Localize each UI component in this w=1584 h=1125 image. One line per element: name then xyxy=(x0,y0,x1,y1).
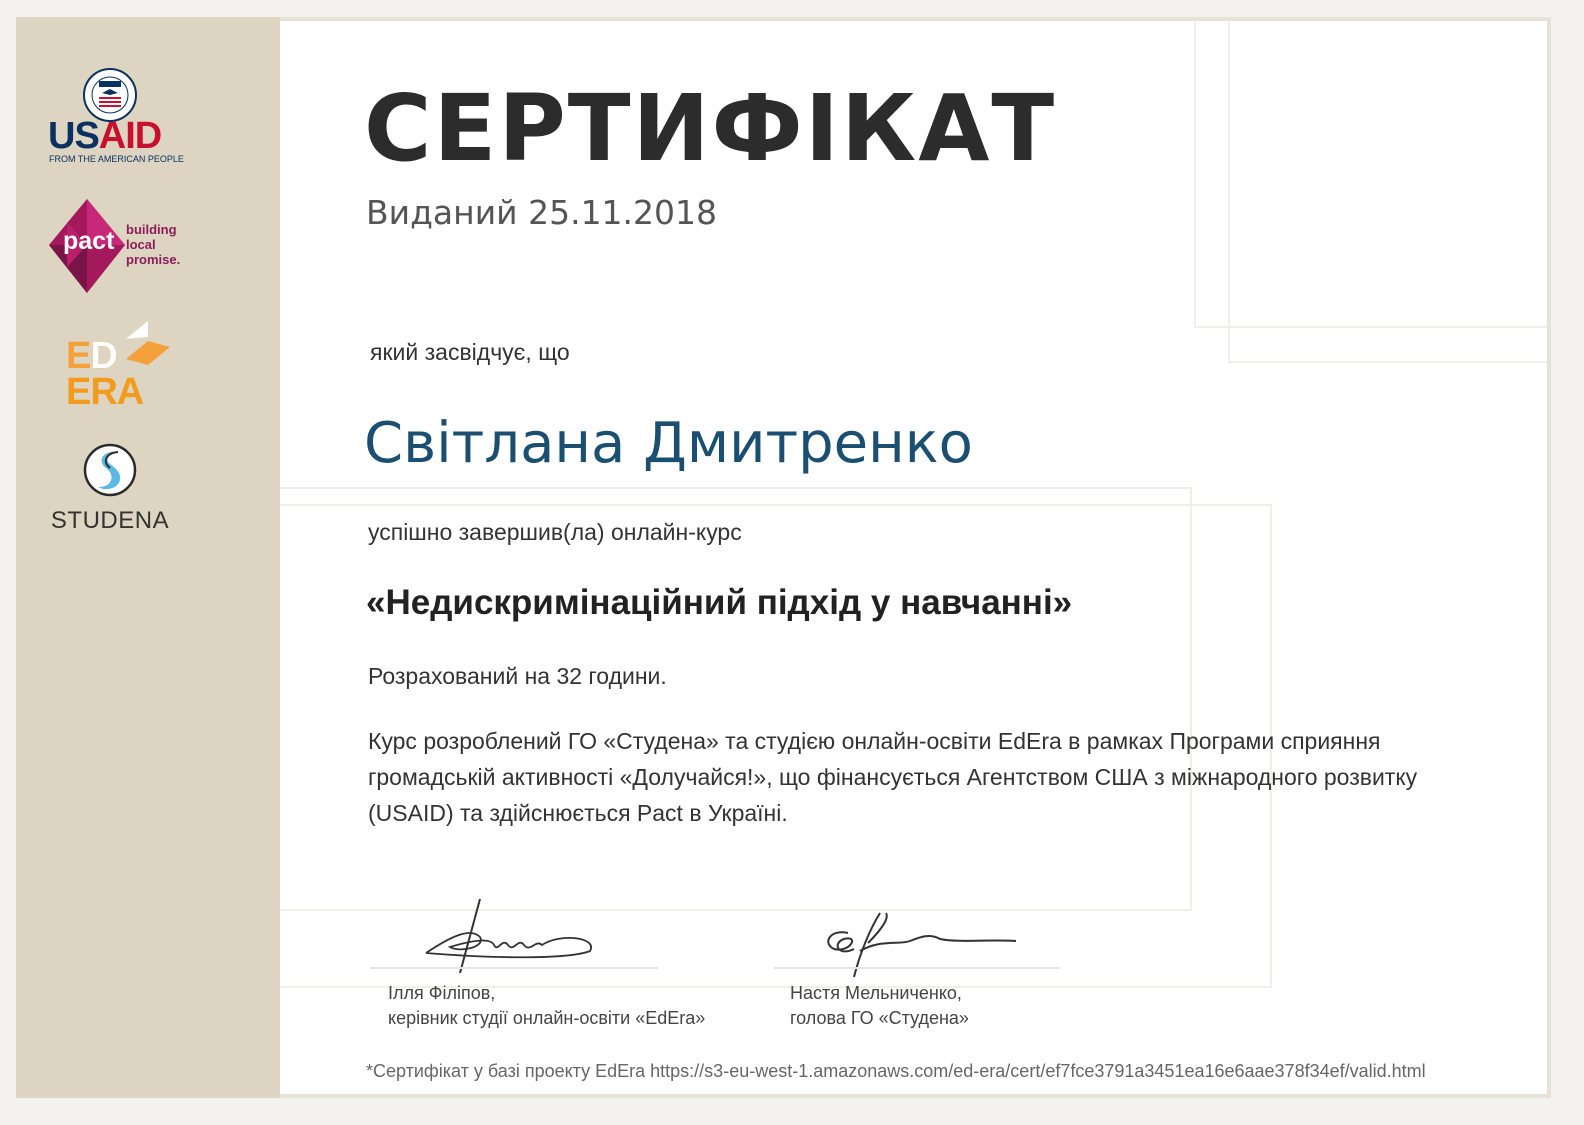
recipient-name: Світлана Дмитренко xyxy=(364,411,973,476)
usaid-tagline: FROM THE AMERICAN PEOPLE xyxy=(49,154,184,164)
certificate-sheet xyxy=(280,21,1547,1094)
studena-logo-icon xyxy=(82,442,138,498)
signer-name: Ілля Філіпов, xyxy=(388,983,496,1003)
course-hours: Розрахований на 32 години. xyxy=(368,663,667,689)
pact-tagline: building local promise. xyxy=(126,222,181,267)
signer-name: Настя Мельниченко, xyxy=(790,983,962,1003)
completed-text: успішно завершив(ла) онлайн-курс xyxy=(368,519,742,545)
course-title: «Недискримінаційний підхід у навчанні» xyxy=(366,583,1073,622)
verification-footnote: *Сертифікат у базі проекту EdEra https://s3-eu-west-1.amazonaws.com/ed-era/cert/ef7fce3791a3451ea16e6aae378f34ef/valid.html xyxy=(366,1061,1426,1081)
signature-line xyxy=(370,967,658,969)
pact-wordmark: pact xyxy=(63,227,115,255)
edera-wordmark-top: ED xyxy=(66,335,117,377)
signature-image xyxy=(420,897,600,977)
certificate-frame xyxy=(16,17,1551,1098)
signer-2 xyxy=(790,981,969,1031)
signer-role: голова ГО «Студена» xyxy=(790,1008,969,1028)
certifies-text: який засвідчує, що xyxy=(370,339,570,365)
decorative-frame xyxy=(1228,21,1547,363)
certificate-title: СЕРТИФІКАТ xyxy=(364,75,1057,182)
signer-1 xyxy=(388,981,705,1031)
edera-wordmark-bottom: ERA xyxy=(66,371,144,413)
signature-line xyxy=(774,967,1060,969)
logo-sidebar xyxy=(16,17,280,1098)
usaid-wordmark: USAID xyxy=(48,115,162,157)
studena-wordmark: STUDENA xyxy=(50,507,170,534)
signature-image xyxy=(820,909,1020,981)
issue-date: Виданий 25.11.2018 xyxy=(366,193,718,232)
course-description: Курс розроблений ГО «Студена» та студією онлайн-освіти EdEra в рамках Програми сприяння громадській активності «Долучайся!», що фінансується Агентством США з міжнародного розвитку (USAID) та здійснюється Pact в Україні. xyxy=(368,728,1418,826)
signer-role: керівник студії онлайн-освіти «EdEra» xyxy=(388,1008,706,1028)
